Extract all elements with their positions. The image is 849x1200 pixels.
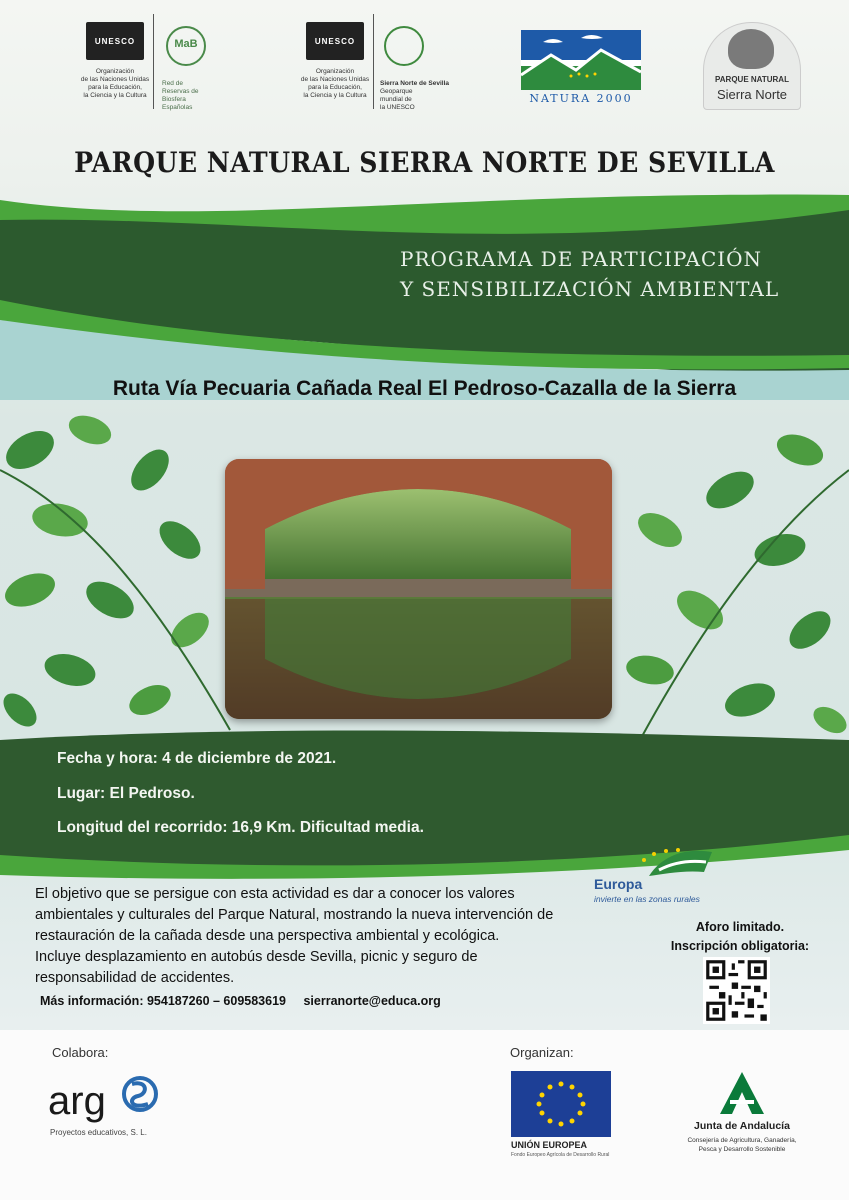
svg-text:arg: arg xyxy=(48,1079,106,1123)
eu-subtitle: Fondo Europeo Agrícola de Desarrollo Rural xyxy=(511,1152,610,1158)
organizan-label: Organizan: xyxy=(510,1045,574,1060)
natura-landscape-icon xyxy=(521,30,641,90)
logo-divider-2 xyxy=(373,14,374,109)
colabora-label: Colabora: xyxy=(52,1045,109,1060)
route-length: Longitud del recorrido: 16,9 Km. Dificultad media. xyxy=(57,819,424,836)
program-title: PROGRAMA DE PARTICIPACIÓN Y SENSIBILIZACIÓN AMBIENTAL xyxy=(400,247,780,301)
natura-2000-logo xyxy=(521,30,641,110)
unesco-temple-icon: UNESCO xyxy=(306,22,364,60)
event-place: Lugar: El Pedroso. xyxy=(57,785,195,802)
mab-logo-icon: MaB xyxy=(166,26,206,66)
header-logos xyxy=(0,0,849,130)
geopark-logo-icon xyxy=(384,26,424,66)
natura-label: NATURA 2000 xyxy=(529,92,633,105)
eu-name: UNIÓN EUROPEA xyxy=(511,1140,588,1150)
bridge-river-photo xyxy=(225,459,612,719)
args-subtitle: Proyectos educativos, S. L. xyxy=(50,1128,147,1137)
junta-name: Junta de Andalucía xyxy=(694,1120,790,1132)
eu-flag-icon xyxy=(511,1071,611,1137)
logo-divider xyxy=(153,14,154,109)
europa-tagline: invierte en las zonas rurales xyxy=(594,894,700,904)
mab-text: Red de Reservas de Biosfera Españolas xyxy=(162,80,199,111)
andalucia-flag-stars-icon xyxy=(594,848,714,878)
unesco-org-text: Organización de las Naciones Unidas para la Educación, la Ciencia y la Cultura xyxy=(80,68,150,99)
geopark-text: Sierra Norte de Sevilla Geoparque mundial de la UNESCO xyxy=(380,80,450,111)
route-title: Ruta Vía Pecuaria Cañada Real El Pedroso-Cazalla de la Sierra xyxy=(112,377,737,400)
event-date: Fecha y hora: 4 de diciembre de 2021. xyxy=(57,750,337,767)
junta-andalucia-icon xyxy=(718,1070,766,1116)
unesco-logo-2 xyxy=(290,22,380,100)
unesco-temple-icon: UNESCO xyxy=(86,22,144,60)
junta-subtitle: Consejería de Agricultura, Ganadería, Pesca y Desarrollo Sostenible xyxy=(687,1137,797,1153)
info-band xyxy=(0,725,849,885)
registration-note: Aforo limitado. Inscripción obligatoria: xyxy=(670,920,810,953)
tree-icon xyxy=(728,29,774,69)
args-logo xyxy=(48,1070,158,1125)
qr-code-icon[interactable] xyxy=(703,957,770,1024)
main-title: PARQUE NATURAL SIERRA NORTE DE SEVILLA xyxy=(74,146,775,179)
badge-line2: Sierra Norte xyxy=(716,87,788,102)
europa-rural-logo xyxy=(594,848,714,908)
europa-word: Europa xyxy=(594,876,643,892)
contact-phones: Más información: 954187260 – 609583619 xyxy=(40,994,286,1008)
badge-line1: PARQUE NATURAL xyxy=(715,75,789,84)
parque-natural-badge xyxy=(703,22,801,110)
unesco-logo xyxy=(70,22,160,100)
contact-email[interactable]: sierranorte@educa.org xyxy=(303,994,441,1008)
contact-info xyxy=(40,994,455,1008)
unesco-org-text-2: Organización de las Naciones Unidas para la Educación, la Ciencia y la Cultura xyxy=(300,68,370,99)
description: El objetivo que se persigue con esta actividad es dar a conocer los valores ambientales y culturales del Parque Natural, mostrando la nueva intervención de restauración de la cañada desde una perspectiva ambiental y ecológica. Incluye desplazamiento en autobús desde Sevilla, picnic y seguro de responsabilidad de accidentes. xyxy=(35,886,554,986)
